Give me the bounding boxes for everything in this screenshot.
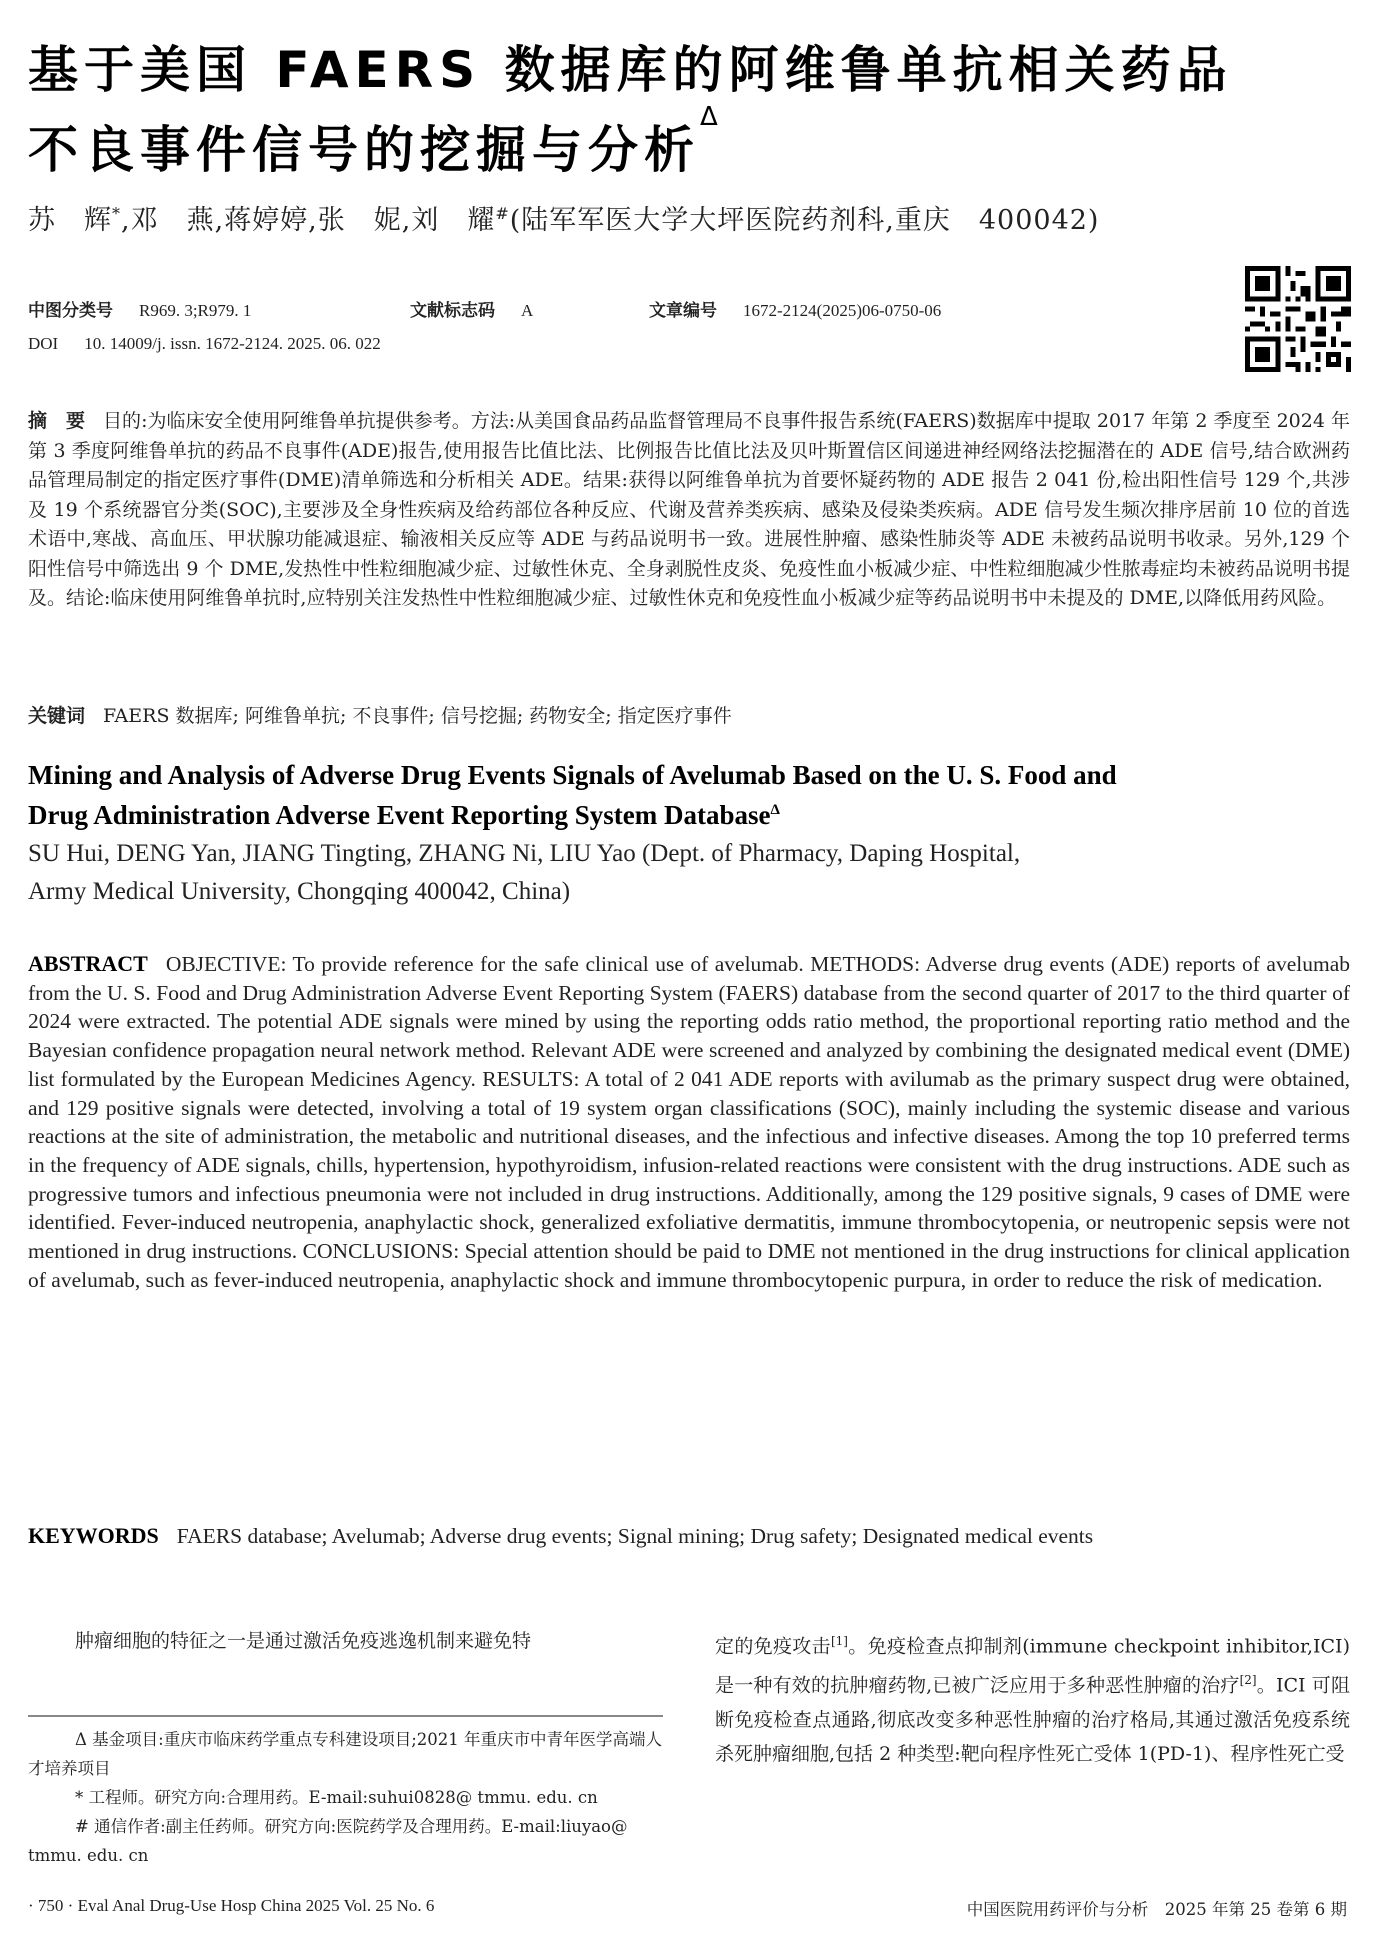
en-keywords-text: FAERS database; Avelumab; Adverse drug events; Signal mining; Drug safety; Designated medical events <box>176 1524 1094 1548</box>
doc-code-label: 文献标志码 <box>410 301 495 321</box>
footer-right: 中国医院用药评价与分析 2025 年第 25 卷第 6 期 <box>966 1900 1347 1919</box>
body-right-column <box>715 1624 1350 1771</box>
author-affiliation: (陆军军医大学大坪医院药剂科,重庆 400042) <box>509 205 1100 236</box>
en-keywords-label: KEYWORDS <box>28 1523 159 1548</box>
footnote-divider <box>28 1715 663 1717</box>
en-keywords <box>28 1522 1350 1551</box>
doi-value[interactable]: 10. 14009/j. issn. 1672-2124. 2025. 06. 022 <box>84 334 381 353</box>
doi-row <box>28 334 381 354</box>
qr-code-icon[interactable] <box>1245 266 1351 372</box>
body-right-text-3: 。ICI 可阻断免疫检查点通路,彻底改变多种恶性肿瘤的治疗格局,其通过激活免疫系统杀死肿瘤细胞,包括 2 种类型:靶向程序性死亡受体 1(PD-1)、程序性死亡受 <box>715 1674 1350 1765</box>
cn-keywords <box>28 702 1350 732</box>
cn-keywords-text: FAERS 数据库; 阿维鲁单抗; 不良事件; 信号挖掘; 药物安全; 指定医疗事件 <box>103 705 732 727</box>
title-line-2 <box>28 102 724 182</box>
footnote-corresponding: # 通信作者:副主任药师。研究方向:医院药学及合理用药。E-mail:liuyao@ tmmu. edu. cn <box>28 1817 628 1865</box>
doi-label: DOI <box>28 334 59 353</box>
title-fund-mark: Δ <box>700 102 724 132</box>
footnote-fund: Δ 基金项目:重庆市临床药学重点专科建设项目;2021 年重庆市中青年医学高端人才培养项目 <box>28 1730 663 1778</box>
footnotes <box>28 1725 668 1870</box>
en-authors-line-1: SU Hui, DENG Yan, JIANG Tingting, ZHANG Ni, LIU Yao (Dept. of Pharmacy, Daping Hospital, <box>28 840 1021 867</box>
en-abstract-label: ABSTRACT <box>28 951 148 976</box>
body-left-text: 肿瘤细胞的特征之一是通过激活免疫逃逸机制来避免特 <box>75 1630 532 1652</box>
en-title-line-2-text: Drug Administration Adverse Event Reporting System Database <box>28 800 771 830</box>
doc-code-value: A <box>521 301 534 320</box>
en-title-line-2 <box>28 800 780 831</box>
article-number-value: 1672-2124(2025)06-0750-06 <box>743 301 942 320</box>
author-first: 苏 辉 <box>28 205 112 236</box>
meta-row-1 <box>28 296 251 321</box>
author-mark-star: * <box>112 204 121 223</box>
author-mark-hash: # <box>495 204 510 223</box>
cn-abstract-label: 摘 要 <box>28 410 86 432</box>
body-right-text-2: 。免疫检查点抑制剂(immune checkpoint inhibitor,ICI)是一种有效的抗肿瘤药物,已被广泛应用于多种恶性肿瘤的治疗 <box>715 1635 1350 1697</box>
en-authors-line-2: Army Medical University, Chongqing 400042, China) <box>28 878 571 905</box>
clc-label: 中图分类号 <box>28 301 113 321</box>
citation-1[interactable]: [1] <box>830 1634 848 1648</box>
en-title-line-1: Mining and Analysis of Adverse Drug Events Signals of Avelumab Based on the U. S. Food and <box>28 760 1117 790</box>
title-line-1: 基于美国 FAERS 数据库的阿维鲁单抗相关药品 <box>28 41 1233 99</box>
cn-abstract-text: 目的:为临床安全使用阿维鲁单抗提供参考。方法:从美国食品药品监督管理局不良事件报告系统(FAERS)数据库中提取 2017 年第 2 季度至 2024 年第 3 季度阿维鲁单抗的药品不良事件(ADE)报告,使用报告比值比法、比例报告比值比法及贝叶斯置信区间递进神经网络法挖掘潜在的 ADE 信号,结合欧洲药品管理局制定的指定医疗事件(DME)清单筛选和分析相关 ADE。结果:获得以阿维鲁单抗为首要怀疑药物的 ADE 报告 2 041 份,检出阳性信号 129 个,共涉及 19 个系统器官分类(SOC),主要涉及全身性疾病及给药部位各种反应、代谢及营养类疾病、感染及侵染类疾病。ADE 信号发生频次排序居前 10 位的首选术语中,寒战、高血压、甲状腺功能减退症、输液相关反应等 ADE 与药品说明书一致。进展性肿瘤、感染性肺炎等 ADE 未被药品说明书收录。另外,129 个阳性信号中筛选出 9 个 DME,发热性中性粒细胞减少症、过敏性休克、全身剥脱性皮炎、免疫性血小板减少症、中性粒细胞减少性脓毒症均未被药品说明书提及。结论:临床使用阿维鲁单抗时,应特别关注发热性中性粒细胞减少症、过敏性休克和免疫性血小板减少症等药品说明书中未提及的 DME,以降低用药风险。 <box>28 410 1350 609</box>
citation-2[interactable]: [2] <box>1239 1673 1257 1688</box>
footer-left: · 750 · Eval Anal Drug-Use Hosp China 2025 Vol. 25 No. 6 <box>28 1896 435 1915</box>
author-rest: ,邓 燕,蒋婷婷,张 妮,刘 耀 <box>121 205 496 236</box>
doc-code <box>410 296 533 321</box>
body-left-column <box>28 1624 668 1658</box>
article-number-label: 文章编号 <box>649 301 717 321</box>
author-line <box>28 198 1099 237</box>
en-abstract-text: OBJECTIVE: To provide reference for the safe clinical use of avelumab. METHODS: Adverse drug events (ADE) reports of avelumab from the U. S. Food and Drug Administration Adverse Event Reporting System (FAERS) database from the second quarter of 2017 to the third quarter of 2024 were extracted. The potential ADE signals were mined by using the reporting odds ratio method, the proportional reporting ratio method and the Bayesian confidence propagation neural network method. Relevant ADE were screened and analyzed by combining the designated medical event (DME) list formulated by the European Medicines Agency. RESULTS: A total of 2 041 ADE reports with avilumab as the primary suspect drug were obtained, and 129 positive signals were detected, involving a total of 19 system organ classifications (SOC), mainly including the systemic disease and various reactions at the site of administration, the metabolic and nutritional diseases, and the infectious and infective diseases. Among the top 10 preferred terms in the frequency of ADE signals, chills, hypertension, hypothyroidism, infusion-related reactions were consistent with the drug instructions. ADE such as progressive tumors and infectious pneumonia were not included in drug instructions. Additionally, among the 129 positive signals, 9 cases of DME were identified. Fever-induced neutropenia, anaphylactic shock, generalized exfoliative dermatitis, immune thrombocytopenia, or neutropenic sepsis were not mentioned in drug instructions. CONCLUSIONS: Special attention should be paid to DME not mentioned in the drug instructions for clinical application of avelumab, such as fever-induced neutropenia, anaphylactic shock and immune thrombocytopenic purpura, in order to reduce the risk of medication. <box>28 952 1350 1292</box>
en-title-fund-mark: Δ <box>770 802 780 818</box>
clc-value: R969. 3;R979. 1 <box>139 301 252 320</box>
en-abstract <box>28 950 1350 1294</box>
cn-keywords-label: 关键词 <box>28 705 86 727</box>
article-number <box>649 296 941 321</box>
footnote-author: * 工程师。研究方向:合理用药。E-mail:suhui0828@ tmmu. edu. cn <box>75 1788 598 1807</box>
cn-abstract <box>28 407 1350 614</box>
title-line-2-text: 不良事件信号的挖掘与分析 <box>28 121 700 179</box>
body-right-text-1: 定的免疫攻击 <box>715 1635 831 1658</box>
